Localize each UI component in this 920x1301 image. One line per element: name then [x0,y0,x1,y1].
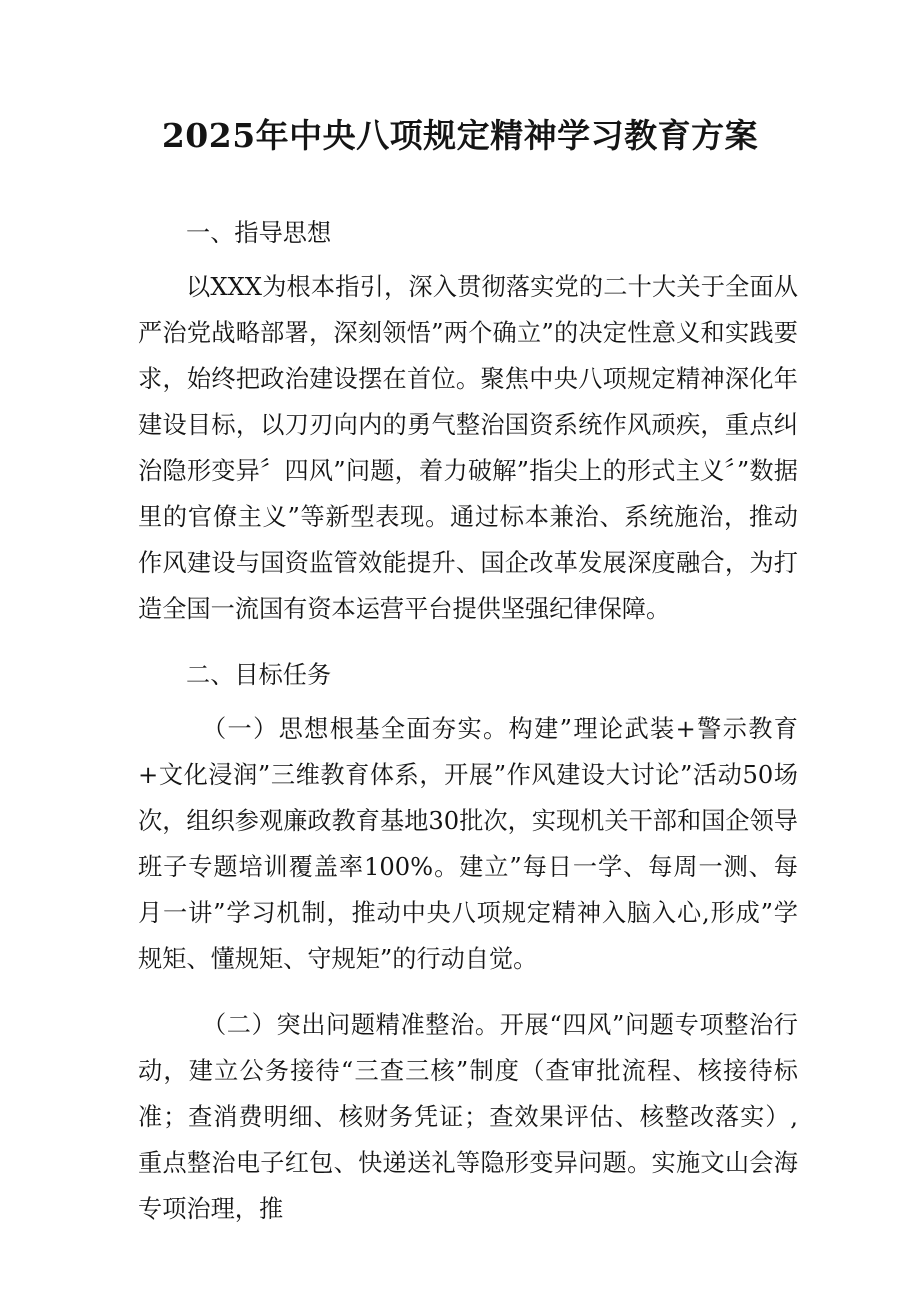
paragraph-guiding-ideology: 以XXX为根本指引，深入贯彻落实党的二十大关于全面从严治党战略部署，深刻领悟”两个确立”的决定性意义和实践要求，始终把政治建设摆在首位。聚焦中央八项规定精神深化年建设目标，以刀刃向内的勇气整治国资系统作风顽疾，重点纠治隐形变异〞四风”问题，着力破解”指尖上的形式主义〞”数据里的官僚主义”等新型表现。通过标本兼治、系统施治，推动作风建设与国资监管效能提升、国企改革发展深度融合，为打造全国一流国有资本运营平台提供坚强纪律保障。 [138,273,798,623]
paragraph-problem-rectification: （二）突出问题精准整治。开展“四风”问题专项整治行动，建立公务接待“三查三核”制度（查审批流程、核接待标准；查消费明细、核财务凭证；查效果评估、核整改落实）,重点整治电子红包、快递送礼等隐形变异问题。实施文山会海专项治理，推 [138,1011,798,1223]
section-heading-guiding-ideology: 一、指导思想 [186,219,332,247]
document-body [138,210,798,1232]
document-title: 2025年中央八项规定精神学习教育方案 [161,116,759,155]
paragraph-ideological-foundation: （一）思想根基全面夯实。构建”理论武装+警示教育+文化浸润”三维教育体系，开展”作风建设大讨论”活动50场次，组织参观廉政教育基地30批次，实现机关干部和国企领导班子专题培训覆盖率100%。建立”每日一学、每周一测、每月一讲”学习机制，推动中央八项规定精神入脑入心,形成”学规矩、懂规矩、守规矩”的行动自觉。 [138,715,798,973]
section-heading-goals-tasks: 二、目标任务 [186,661,332,689]
